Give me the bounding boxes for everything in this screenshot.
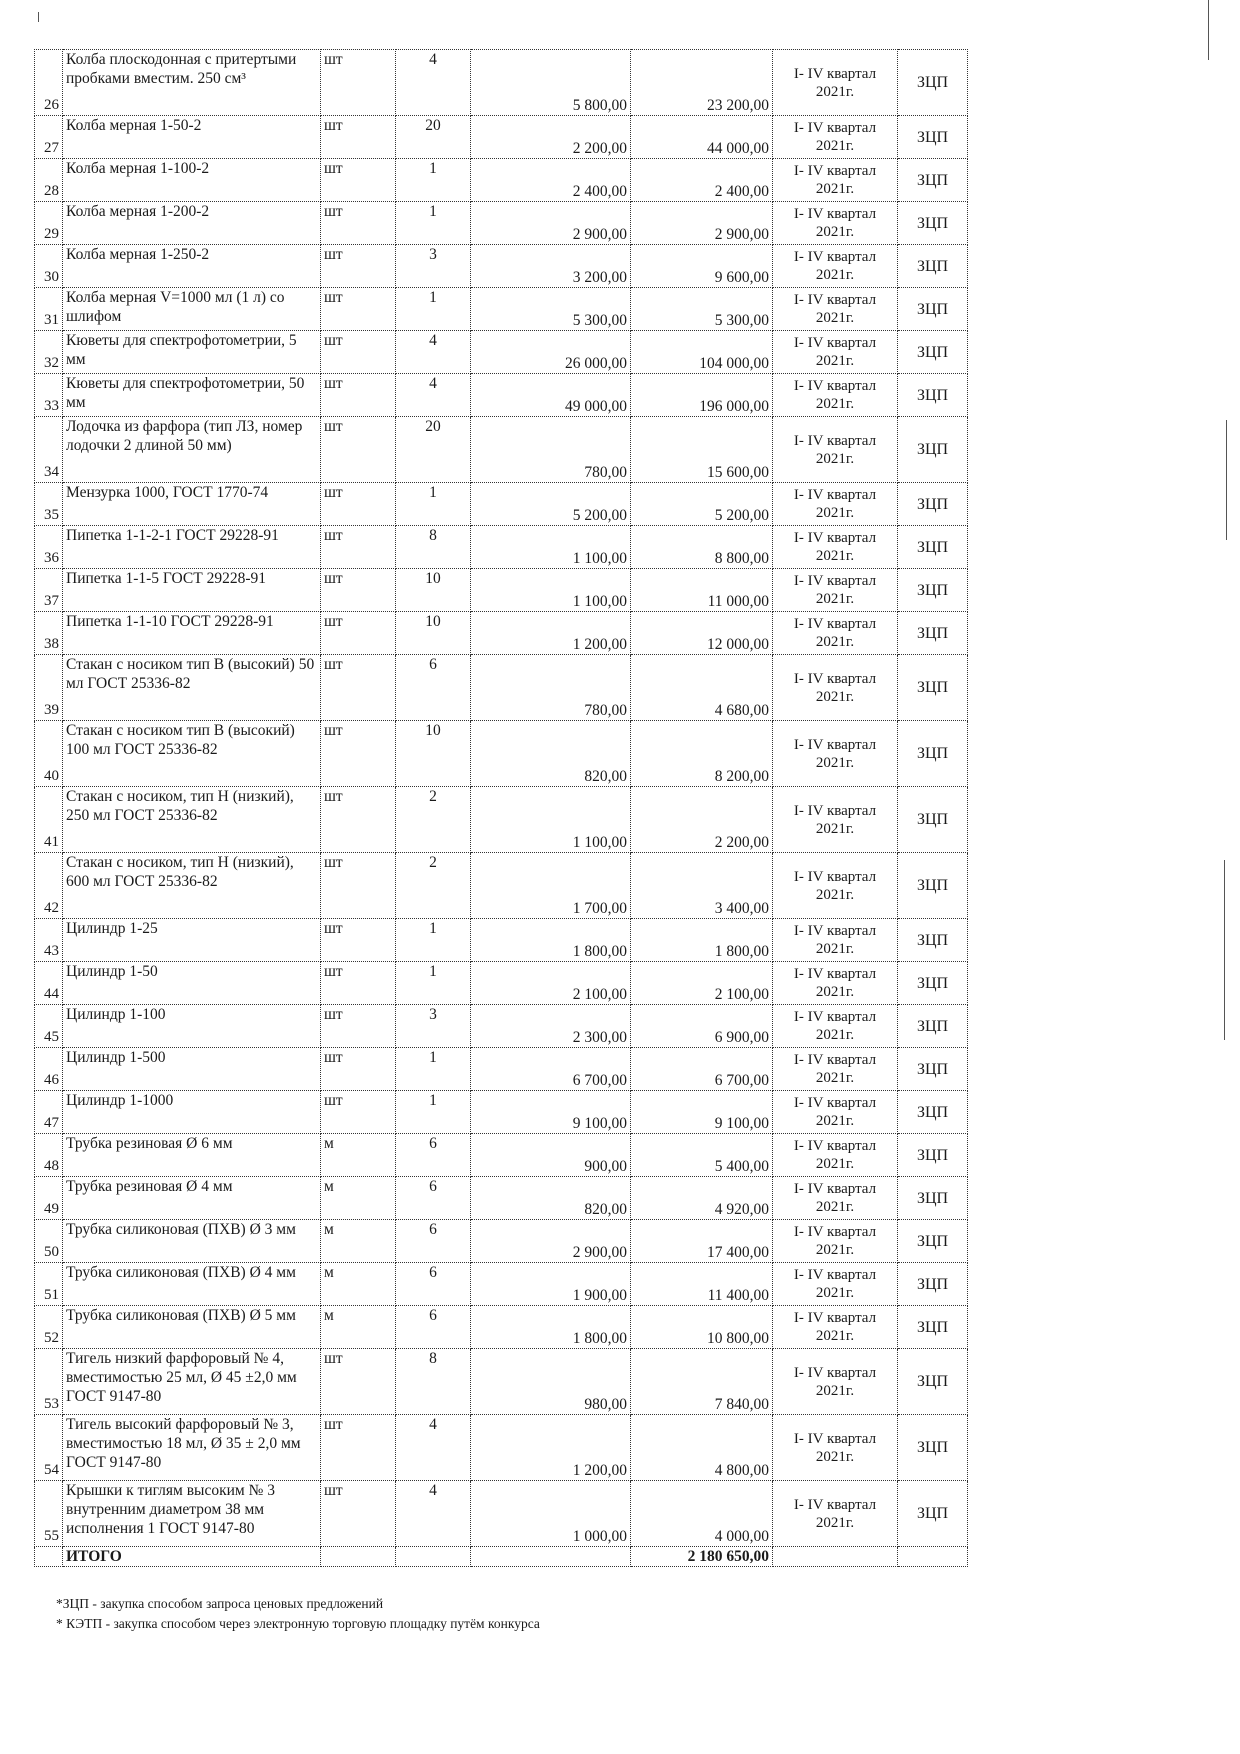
- delivery-period-cell: I- IV квартал 2021г.: [773, 962, 898, 1005]
- unit-cell: шт: [321, 569, 396, 612]
- row-number-cell: 48: [35, 1134, 63, 1177]
- total-label: ИТОГО: [63, 1547, 321, 1567]
- table-row: [35, 50, 968, 116]
- row-number-cell: 38: [35, 612, 63, 655]
- row-number-cell: 45: [35, 1005, 63, 1048]
- procurement-method-cell: ЗЦП: [898, 1481, 968, 1547]
- table-row: [35, 787, 968, 853]
- procurement-method-cell: ЗЦП: [898, 1415, 968, 1481]
- quantity-cell: 20: [396, 116, 471, 159]
- item-name-cell: Цилиндр 1-100: [63, 1005, 321, 1048]
- unit-price-cell: 820,00: [471, 721, 631, 787]
- line-sum-cell: 4 800,00: [631, 1415, 773, 1481]
- item-name-cell: Кюветы для спектрофотометрии, 50 мм: [63, 374, 321, 417]
- row-number-cell: 54: [35, 1415, 63, 1481]
- unit-price-cell: 900,00: [471, 1134, 631, 1177]
- item-name-cell: Стакан с носиком, тип Н (низкий), 600 мл ГОСТ 25336-82: [63, 853, 321, 919]
- quantity-cell: 1: [396, 159, 471, 202]
- delivery-period-cell: I- IV квартал 2021г.: [773, 1415, 898, 1481]
- quantity-cell: 4: [396, 50, 471, 116]
- item-name-cell: Цилиндр 1-1000: [63, 1091, 321, 1134]
- procurement-method-cell: ЗЦП: [898, 1177, 968, 1220]
- unit-cell: м: [321, 1134, 396, 1177]
- unit-price-cell: 820,00: [471, 1177, 631, 1220]
- unit-cell: шт: [321, 853, 396, 919]
- quantity-cell: 6: [396, 1134, 471, 1177]
- procurement-method-cell: ЗЦП: [898, 116, 968, 159]
- unit-cell: шт: [321, 1091, 396, 1134]
- procurement-method-cell: ЗЦП: [898, 1134, 968, 1177]
- quantity-cell: 3: [396, 1005, 471, 1048]
- row-number-cell: 31: [35, 288, 63, 331]
- row-number-cell: 28: [35, 159, 63, 202]
- item-name-cell: Стакан с носиком, тип Н (низкий), 250 мл ГОСТ 25336-82: [63, 787, 321, 853]
- delivery-period-cell: I- IV квартал 2021г.: [773, 50, 898, 116]
- row-number-cell: 37: [35, 569, 63, 612]
- delivery-period-cell: I- IV квартал 2021г.: [773, 331, 898, 374]
- table-row: [35, 483, 968, 526]
- item-name-cell: Колба мерная 1-50-2: [63, 116, 321, 159]
- procurement-method-cell: ЗЦП: [898, 612, 968, 655]
- line-sum-cell: 2 200,00: [631, 787, 773, 853]
- unit-cell: шт: [321, 245, 396, 288]
- item-name-cell: Крышки к тиглям высоким № 3 внутренним диаметром 38 мм исполнения 1 ГОСТ 9147-80: [63, 1481, 321, 1547]
- table-row: [35, 374, 968, 417]
- unit-cell: м: [321, 1306, 396, 1349]
- line-sum-cell: 10 800,00: [631, 1306, 773, 1349]
- unit-price-cell: 1 100,00: [471, 787, 631, 853]
- scan-edge-mark: [1224, 860, 1225, 1040]
- unit-price-cell: 1 900,00: [471, 1263, 631, 1306]
- unit-cell: шт: [321, 526, 396, 569]
- procurement-method-cell: ЗЦП: [898, 1048, 968, 1091]
- table-body: [35, 50, 968, 1547]
- delivery-period-cell: I- IV квартал 2021г.: [773, 919, 898, 962]
- item-name-cell: Стакан с носиком тип В (высокий) 50 мл ГОСТ 25336-82: [63, 655, 321, 721]
- procurement-method-cell: ЗЦП: [898, 417, 968, 483]
- table-row: [35, 1349, 968, 1415]
- line-sum-cell: 7 840,00: [631, 1349, 773, 1415]
- quantity-cell: 6: [396, 1177, 471, 1220]
- total-num-cell: [35, 1547, 63, 1567]
- row-number-cell: 49: [35, 1177, 63, 1220]
- line-sum-cell: 4 000,00: [631, 1481, 773, 1547]
- procurement-method-cell: ЗЦП: [898, 787, 968, 853]
- total-period-cell: [773, 1547, 898, 1567]
- row-number-cell: 36: [35, 526, 63, 569]
- item-name-cell: Пипетка 1-1-10 ГОСТ 29228-91: [63, 612, 321, 655]
- total-unit-cell: [321, 1547, 396, 1567]
- delivery-period-cell: I- IV квартал 2021г.: [773, 569, 898, 612]
- table-row: [35, 1005, 968, 1048]
- procurement-method-cell: ЗЦП: [898, 483, 968, 526]
- row-number-cell: 39: [35, 655, 63, 721]
- quantity-cell: 10: [396, 721, 471, 787]
- item-name-cell: Колба мерная 1-200-2: [63, 202, 321, 245]
- procurement-method-cell: ЗЦП: [898, 374, 968, 417]
- quantity-cell: 20: [396, 417, 471, 483]
- line-sum-cell: 3 400,00: [631, 853, 773, 919]
- unit-price-cell: 1 200,00: [471, 612, 631, 655]
- line-sum-cell: 15 600,00: [631, 417, 773, 483]
- unit-price-cell: 2 900,00: [471, 202, 631, 245]
- unit-cell: шт: [321, 919, 396, 962]
- item-name-cell: Колба мерная V=1000 мл (1 л) со шлифом: [63, 288, 321, 331]
- unit-price-cell: 1 100,00: [471, 569, 631, 612]
- total-price-cell: [471, 1547, 631, 1567]
- line-sum-cell: 12 000,00: [631, 612, 773, 655]
- unit-cell: шт: [321, 331, 396, 374]
- quantity-cell: 4: [396, 1481, 471, 1547]
- procurement-method-cell: ЗЦП: [898, 331, 968, 374]
- procurement-method-cell: ЗЦП: [898, 526, 968, 569]
- item-name-cell: Трубка резиновая Ø 6 мм: [63, 1134, 321, 1177]
- line-sum-cell: 4 920,00: [631, 1177, 773, 1220]
- unit-price-cell: 1 800,00: [471, 919, 631, 962]
- scan-edge-mark: [1208, 0, 1209, 60]
- item-name-cell: Тигель низкий фарфоровый № 4, вместимостью 25 мл, Ø 45 ±2,0 мм ГОСТ 9147-80: [63, 1349, 321, 1415]
- unit-price-cell: 2 300,00: [471, 1005, 631, 1048]
- table-row: [35, 1263, 968, 1306]
- procurement-method-cell: ЗЦП: [898, 1220, 968, 1263]
- quantity-cell: 8: [396, 526, 471, 569]
- line-sum-cell: 23 200,00: [631, 50, 773, 116]
- table-row: [35, 1415, 968, 1481]
- row-number-cell: 26: [35, 50, 63, 116]
- delivery-period-cell: I- IV квартал 2021г.: [773, 721, 898, 787]
- table-row: [35, 1306, 968, 1349]
- scan-edge-mark: [38, 12, 39, 22]
- delivery-period-cell: I- IV квартал 2021г.: [773, 1134, 898, 1177]
- unit-price-cell: 9 100,00: [471, 1091, 631, 1134]
- table-row: [35, 655, 968, 721]
- row-number-cell: 35: [35, 483, 63, 526]
- item-name-cell: Трубка силиконовая (ПХВ) Ø 3 мм: [63, 1220, 321, 1263]
- unit-cell: шт: [321, 202, 396, 245]
- unit-cell: шт: [321, 483, 396, 526]
- quantity-cell: 6: [396, 1220, 471, 1263]
- row-number-cell: 32: [35, 331, 63, 374]
- procurement-method-cell: ЗЦП: [898, 655, 968, 721]
- line-sum-cell: 4 680,00: [631, 655, 773, 721]
- quantity-cell: 1: [396, 962, 471, 1005]
- procurement-method-cell: ЗЦП: [898, 50, 968, 116]
- unit-cell: шт: [321, 1415, 396, 1481]
- row-number-cell: 47: [35, 1091, 63, 1134]
- scan-edge-mark: [1226, 420, 1227, 540]
- table-row: [35, 721, 968, 787]
- line-sum-cell: 44 000,00: [631, 116, 773, 159]
- unit-cell: шт: [321, 50, 396, 116]
- item-name-cell: Трубка силиконовая (ПХВ) Ø 5 мм: [63, 1306, 321, 1349]
- item-name-cell: Пипетка 1-1-5 ГОСТ 29228-91: [63, 569, 321, 612]
- unit-price-cell: 49 000,00: [471, 374, 631, 417]
- table-row: [35, 1091, 968, 1134]
- unit-cell: шт: [321, 1349, 396, 1415]
- unit-price-cell: 1 800,00: [471, 1306, 631, 1349]
- row-number-cell: 33: [35, 374, 63, 417]
- item-name-cell: Трубка силиконовая (ПХВ) Ø 4 мм: [63, 1263, 321, 1306]
- delivery-period-cell: I- IV квартал 2021г.: [773, 288, 898, 331]
- quantity-cell: 8: [396, 1349, 471, 1415]
- procurement-method-cell: ЗЦП: [898, 1005, 968, 1048]
- unit-price-cell: 1 700,00: [471, 853, 631, 919]
- row-number-cell: 55: [35, 1481, 63, 1547]
- line-sum-cell: 196 000,00: [631, 374, 773, 417]
- total-row: [35, 1547, 968, 1567]
- unit-price-cell: 3 200,00: [471, 245, 631, 288]
- delivery-period-cell: I- IV квартал 2021г.: [773, 159, 898, 202]
- unit-cell: шт: [321, 1481, 396, 1547]
- line-sum-cell: 2 400,00: [631, 159, 773, 202]
- table-row: [35, 853, 968, 919]
- unit-price-cell: 5 200,00: [471, 483, 631, 526]
- item-name-cell: Колба мерная 1-100-2: [63, 159, 321, 202]
- footnote-ketp: * КЭТП - закупка способом через электронную торговую площадку путём конкурса: [56, 1616, 540, 1631]
- row-number-cell: 50: [35, 1220, 63, 1263]
- quantity-cell: 6: [396, 1263, 471, 1306]
- delivery-period-cell: I- IV квартал 2021г.: [773, 787, 898, 853]
- unit-cell: шт: [321, 417, 396, 483]
- item-name-cell: Колба мерная 1-250-2: [63, 245, 321, 288]
- line-sum-cell: 6 900,00: [631, 1005, 773, 1048]
- line-sum-cell: 2 900,00: [631, 202, 773, 245]
- row-number-cell: 51: [35, 1263, 63, 1306]
- quantity-cell: 6: [396, 655, 471, 721]
- line-sum-cell: 1 800,00: [631, 919, 773, 962]
- quantity-cell: 1: [396, 483, 471, 526]
- quantity-cell: 1: [396, 1048, 471, 1091]
- delivery-period-cell: I- IV квартал 2021г.: [773, 612, 898, 655]
- table-row: [35, 526, 968, 569]
- line-sum-cell: 5 300,00: [631, 288, 773, 331]
- delivery-period-cell: I- IV квартал 2021г.: [773, 483, 898, 526]
- line-sum-cell: 11 000,00: [631, 569, 773, 612]
- quantity-cell: 10: [396, 612, 471, 655]
- delivery-period-cell: I- IV квартал 2021г.: [773, 374, 898, 417]
- delivery-period-cell: I- IV квартал 2021г.: [773, 526, 898, 569]
- delivery-period-cell: I- IV квартал 2021г.: [773, 1481, 898, 1547]
- unit-cell: шт: [321, 159, 396, 202]
- unit-cell: шт: [321, 374, 396, 417]
- line-sum-cell: 5 200,00: [631, 483, 773, 526]
- quantity-cell: 2: [396, 787, 471, 853]
- row-number-cell: 34: [35, 417, 63, 483]
- unit-price-cell: 2 400,00: [471, 159, 631, 202]
- procurement-method-cell: ЗЦП: [898, 288, 968, 331]
- line-sum-cell: 11 400,00: [631, 1263, 773, 1306]
- table-row: [35, 116, 968, 159]
- unit-cell: м: [321, 1263, 396, 1306]
- table-row: [35, 612, 968, 655]
- item-name-cell: Тигель высокий фарфоровый № 3, вместимостью 18 мл, Ø 35 ± 2,0 мм ГОСТ 9147-80: [63, 1415, 321, 1481]
- quantity-cell: 1: [396, 1091, 471, 1134]
- unit-price-cell: 2 900,00: [471, 1220, 631, 1263]
- delivery-period-cell: I- IV квартал 2021г.: [773, 202, 898, 245]
- quantity-cell: 1: [396, 288, 471, 331]
- quantity-cell: 3: [396, 245, 471, 288]
- table-row: [35, 245, 968, 288]
- line-sum-cell: 5 400,00: [631, 1134, 773, 1177]
- table-row: [35, 919, 968, 962]
- total-qty-cell: [396, 1547, 471, 1567]
- item-name-cell: Мензурка 1000, ГОСТ 1770-74: [63, 483, 321, 526]
- unit-price-cell: 2 200,00: [471, 116, 631, 159]
- procurement-method-cell: ЗЦП: [898, 1263, 968, 1306]
- delivery-period-cell: I- IV квартал 2021г.: [773, 853, 898, 919]
- line-sum-cell: 17 400,00: [631, 1220, 773, 1263]
- item-name-cell: Цилиндр 1-500: [63, 1048, 321, 1091]
- item-name-cell: Кюветы для спектрофотометрии, 5 мм: [63, 331, 321, 374]
- unit-price-cell: 5 300,00: [471, 288, 631, 331]
- item-name-cell: Пипетка 1-1-2-1 ГОСТ 29228-91: [63, 526, 321, 569]
- unit-cell: шт: [321, 1048, 396, 1091]
- quantity-cell: 1: [396, 919, 471, 962]
- table-row: [35, 417, 968, 483]
- unit-price-cell: 980,00: [471, 1349, 631, 1415]
- item-name-cell: Цилиндр 1-50: [63, 962, 321, 1005]
- procurement-method-cell: ЗЦП: [898, 569, 968, 612]
- line-sum-cell: 6 700,00: [631, 1048, 773, 1091]
- row-number-cell: 52: [35, 1306, 63, 1349]
- procurement-method-cell: ЗЦП: [898, 159, 968, 202]
- total-method-cell: [898, 1547, 968, 1567]
- table-row: [35, 1134, 968, 1177]
- line-sum-cell: 8 800,00: [631, 526, 773, 569]
- procurement-method-cell: ЗЦП: [898, 245, 968, 288]
- delivery-period-cell: I- IV квартал 2021г.: [773, 655, 898, 721]
- unit-cell: шт: [321, 787, 396, 853]
- row-number-cell: 41: [35, 787, 63, 853]
- table-row: [35, 1220, 968, 1263]
- table-row: [35, 1048, 968, 1091]
- footnotes: [56, 1594, 540, 1634]
- table-row: [35, 962, 968, 1005]
- procurement-method-cell: ЗЦП: [898, 962, 968, 1005]
- table-row: [35, 569, 968, 612]
- procurement-method-cell: ЗЦП: [898, 1306, 968, 1349]
- unit-cell: шт: [321, 1005, 396, 1048]
- delivery-period-cell: I- IV квартал 2021г.: [773, 1306, 898, 1349]
- delivery-period-cell: I- IV квартал 2021г.: [773, 1005, 898, 1048]
- quantity-cell: 6: [396, 1306, 471, 1349]
- unit-cell: шт: [321, 721, 396, 787]
- row-number-cell: 43: [35, 919, 63, 962]
- row-number-cell: 27: [35, 116, 63, 159]
- unit-price-cell: 6 700,00: [471, 1048, 631, 1091]
- line-sum-cell: 2 100,00: [631, 962, 773, 1005]
- procurement-table: [34, 49, 968, 1567]
- unit-cell: м: [321, 1177, 396, 1220]
- unit-cell: шт: [321, 962, 396, 1005]
- procurement-method-cell: ЗЦП: [898, 1091, 968, 1134]
- item-name-cell: Колба плоскодонная с притертыми пробками вместим. 250 см³: [63, 50, 321, 116]
- footnote-zcp: *ЗЦП - закупка способом запроса ценовых предложений: [56, 1596, 384, 1611]
- row-number-cell: 46: [35, 1048, 63, 1091]
- procurement-method-cell: ЗЦП: [898, 721, 968, 787]
- unit-price-cell: 1 100,00: [471, 526, 631, 569]
- table-row: [35, 288, 968, 331]
- delivery-period-cell: I- IV квартал 2021г.: [773, 417, 898, 483]
- delivery-period-cell: I- IV квартал 2021г.: [773, 116, 898, 159]
- item-name-cell: Стакан с носиком тип В (высокий) 100 мл ГОСТ 25336-82: [63, 721, 321, 787]
- procurement-method-cell: ЗЦП: [898, 202, 968, 245]
- quantity-cell: 1: [396, 202, 471, 245]
- quantity-cell: 2: [396, 853, 471, 919]
- table-row: [35, 331, 968, 374]
- row-number-cell: 29: [35, 202, 63, 245]
- line-sum-cell: 8 200,00: [631, 721, 773, 787]
- unit-price-cell: 780,00: [471, 417, 631, 483]
- quantity-cell: 4: [396, 1415, 471, 1481]
- procurement-method-cell: ЗЦП: [898, 853, 968, 919]
- table-row: [35, 1177, 968, 1220]
- delivery-period-cell: I- IV квартал 2021г.: [773, 1048, 898, 1091]
- line-sum-cell: 104 000,00: [631, 331, 773, 374]
- item-name-cell: Цилиндр 1-25: [63, 919, 321, 962]
- row-number-cell: 30: [35, 245, 63, 288]
- unit-price-cell: 2 100,00: [471, 962, 631, 1005]
- unit-cell: шт: [321, 288, 396, 331]
- line-sum-cell: 9 600,00: [631, 245, 773, 288]
- procurement-method-cell: ЗЦП: [898, 919, 968, 962]
- unit-price-cell: 26 000,00: [471, 331, 631, 374]
- quantity-cell: 4: [396, 374, 471, 417]
- unit-price-cell: 5 800,00: [471, 50, 631, 116]
- table-row: [35, 159, 968, 202]
- row-number-cell: 44: [35, 962, 63, 1005]
- unit-cell: м: [321, 1220, 396, 1263]
- delivery-period-cell: I- IV квартал 2021г.: [773, 245, 898, 288]
- table-row: [35, 1481, 968, 1547]
- unit-cell: шт: [321, 116, 396, 159]
- line-sum-cell: 9 100,00: [631, 1091, 773, 1134]
- procurement-method-cell: ЗЦП: [898, 1349, 968, 1415]
- unit-price-cell: 1 000,00: [471, 1481, 631, 1547]
- row-number-cell: 53: [35, 1349, 63, 1415]
- unit-cell: шт: [321, 655, 396, 721]
- row-number-cell: 42: [35, 853, 63, 919]
- table-row: [35, 202, 968, 245]
- total-sum: 2 180 650,00: [631, 1547, 773, 1567]
- delivery-period-cell: I- IV квартал 2021г.: [773, 1220, 898, 1263]
- unit-cell: шт: [321, 612, 396, 655]
- delivery-period-cell: I- IV квартал 2021г.: [773, 1263, 898, 1306]
- delivery-period-cell: I- IV квартал 2021г.: [773, 1177, 898, 1220]
- delivery-period-cell: I- IV квартал 2021г.: [773, 1349, 898, 1415]
- item-name-cell: Лодочка из фарфора (тип ЛЗ, номер лодочки 2 длиной 50 мм): [63, 417, 321, 483]
- quantity-cell: 4: [396, 331, 471, 374]
- unit-price-cell: 780,00: [471, 655, 631, 721]
- unit-price-cell: 1 200,00: [471, 1415, 631, 1481]
- row-number-cell: 40: [35, 721, 63, 787]
- delivery-period-cell: I- IV квартал 2021г.: [773, 1091, 898, 1134]
- item-name-cell: Трубка резиновая Ø 4 мм: [63, 1177, 321, 1220]
- quantity-cell: 10: [396, 569, 471, 612]
